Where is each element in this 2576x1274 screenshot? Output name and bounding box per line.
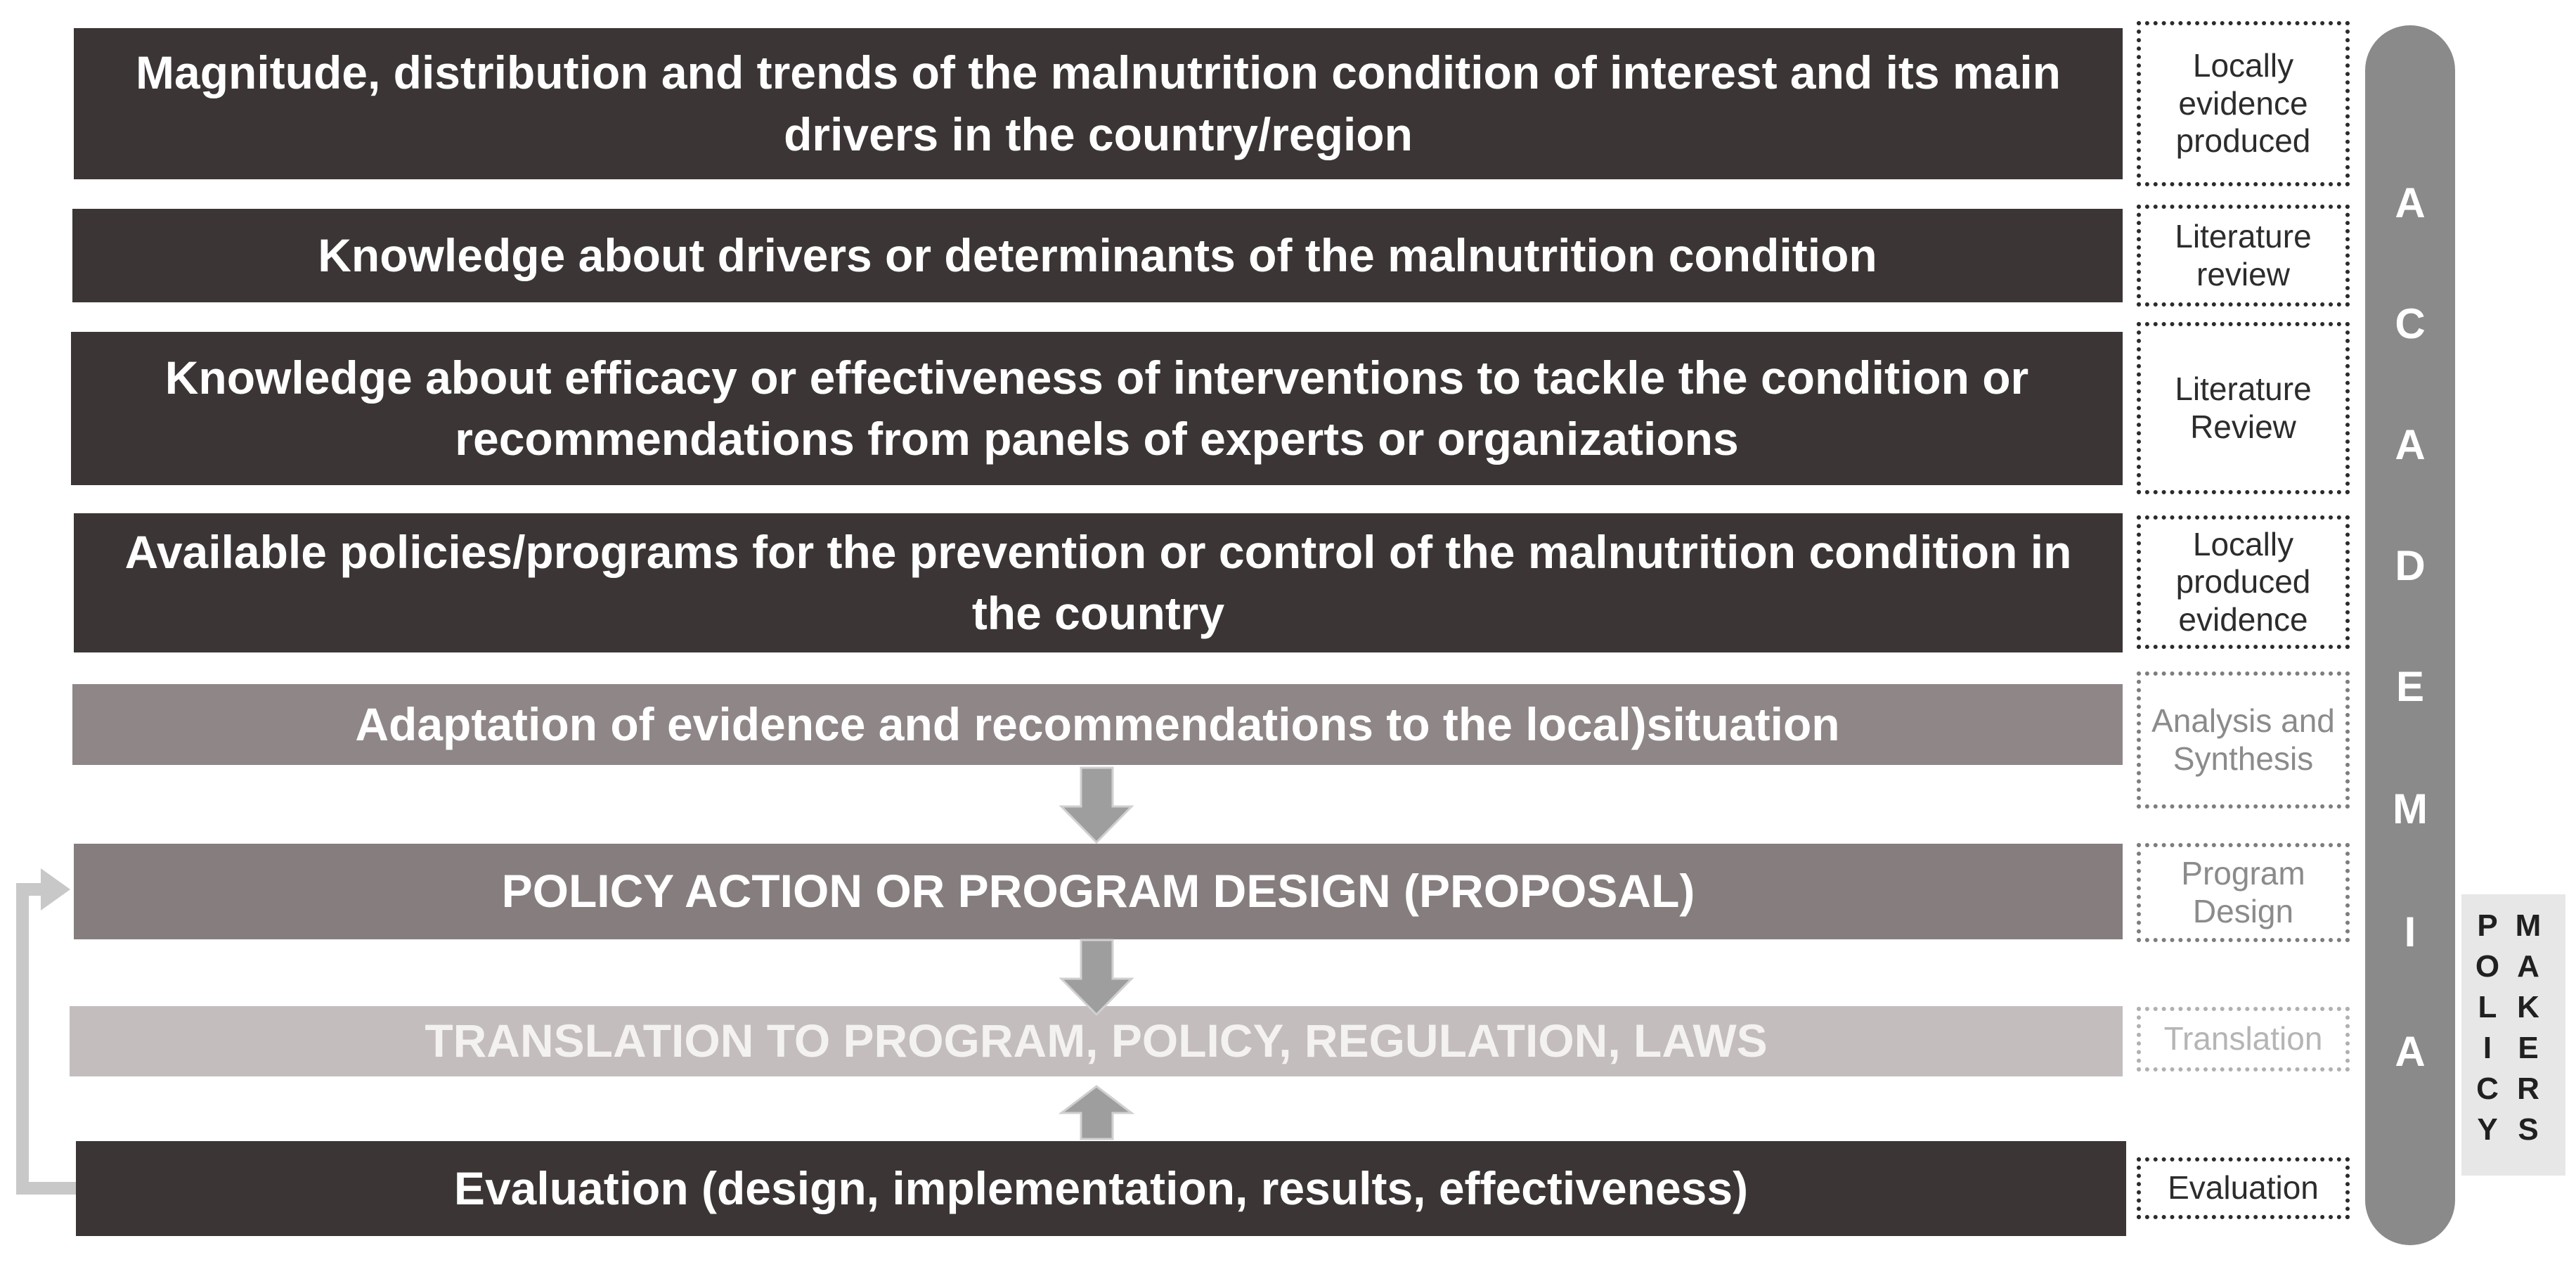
policy-makers-box	[2461, 894, 2565, 1176]
policy-letter: S	[2518, 1112, 2539, 1147]
academia-letter: D	[2395, 542, 2426, 589]
policy-letter: I	[2483, 1031, 2492, 1065]
source-label-text: Evaluation	[2168, 1169, 2319, 1207]
source-label-analysis-synthesis	[2137, 671, 2350, 809]
academia-letter: E	[2395, 663, 2425, 710]
policy-letter: O	[2475, 949, 2500, 984]
feedback-loop-arrow	[22, 868, 76, 1188]
source-label-text: Locally produced evidence	[2175, 525, 2311, 638]
step-text-adaptation: Adaptation of evidence and recommendations to the local)situation	[355, 697, 1840, 750]
policy-letter: C	[2476, 1072, 2499, 1106]
source-label-text: Locally evidence produced	[2175, 47, 2311, 160]
policy-letter: M	[2515, 908, 2542, 943]
step-text-magnitude: Magnitude, distribution and trends of the malnutrition condition of interest and its main drivers in the country/region	[136, 46, 2061, 160]
step-text-interventions: Knowledge about efficacy or effectiveness of interventions to tackle the condition or recommendations from panels of experts or organizations	[164, 351, 2029, 465]
step-text-drivers: Knowledge about drivers or determinants of the malnutrition condition	[318, 229, 1877, 281]
source-label-literature-review	[2137, 205, 2350, 307]
policy-letter: K	[2517, 990, 2539, 1024]
source-label-locally-produced	[2137, 515, 2350, 649]
down-arrow-adaptation-to-design	[1061, 768, 1132, 842]
policy-letter: P	[2477, 908, 2498, 943]
source-label-text: Translation	[2163, 1020, 2323, 1057]
step-text-translation: TRANSLATION TO PROGRAM, POLICY, REGULATION, LAWS	[425, 1015, 1768, 1067]
policy-letter: A	[2517, 949, 2539, 984]
source-label-literature-review-2	[2137, 322, 2350, 494]
policy-letter: Y	[2477, 1112, 2498, 1147]
policy-letter: L	[2478, 990, 2497, 1024]
source-label-locally-evidence	[2137, 21, 2350, 186]
source-label-text: Literature review	[2175, 218, 2312, 292]
policy-letter: E	[2518, 1031, 2539, 1065]
source-label-text: Literature Review	[2175, 371, 2312, 445]
up-arrow-evaluation-to-translation	[1061, 1086, 1132, 1139]
academia-letter: A	[2395, 179, 2426, 226]
source-label-translation	[2137, 1007, 2350, 1072]
down-arrow-design-to-translation	[1061, 940, 1132, 1015]
source-label-evaluation	[2137, 1157, 2350, 1219]
source-label-text: Analysis and Synthesis	[2151, 702, 2335, 777]
academia-letter: C	[2395, 300, 2426, 347]
step-text-policy-design: POLICY ACTION OR PROGRAM DESIGN (PROPOSAL)	[501, 865, 1695, 918]
academia-letter: A	[2395, 1028, 2426, 1075]
source-label-program-design	[2137, 843, 2350, 942]
academia-letter: M	[2393, 785, 2428, 832]
source-label-text: Program Design	[2181, 855, 2305, 929]
academia-letter: A	[2395, 421, 2426, 468]
step-text-evaluation: Evaluation (design, implementation, results, effectiveness)	[453, 1162, 1749, 1214]
policy-letter: R	[2517, 1072, 2539, 1106]
step-text-available-policies: Available policies/programs for the prevention or control of the malnutrition condition in the country	[124, 525, 2072, 639]
academia-pill	[2365, 25, 2455, 1245]
academia-letter: I	[2404, 908, 2416, 956]
